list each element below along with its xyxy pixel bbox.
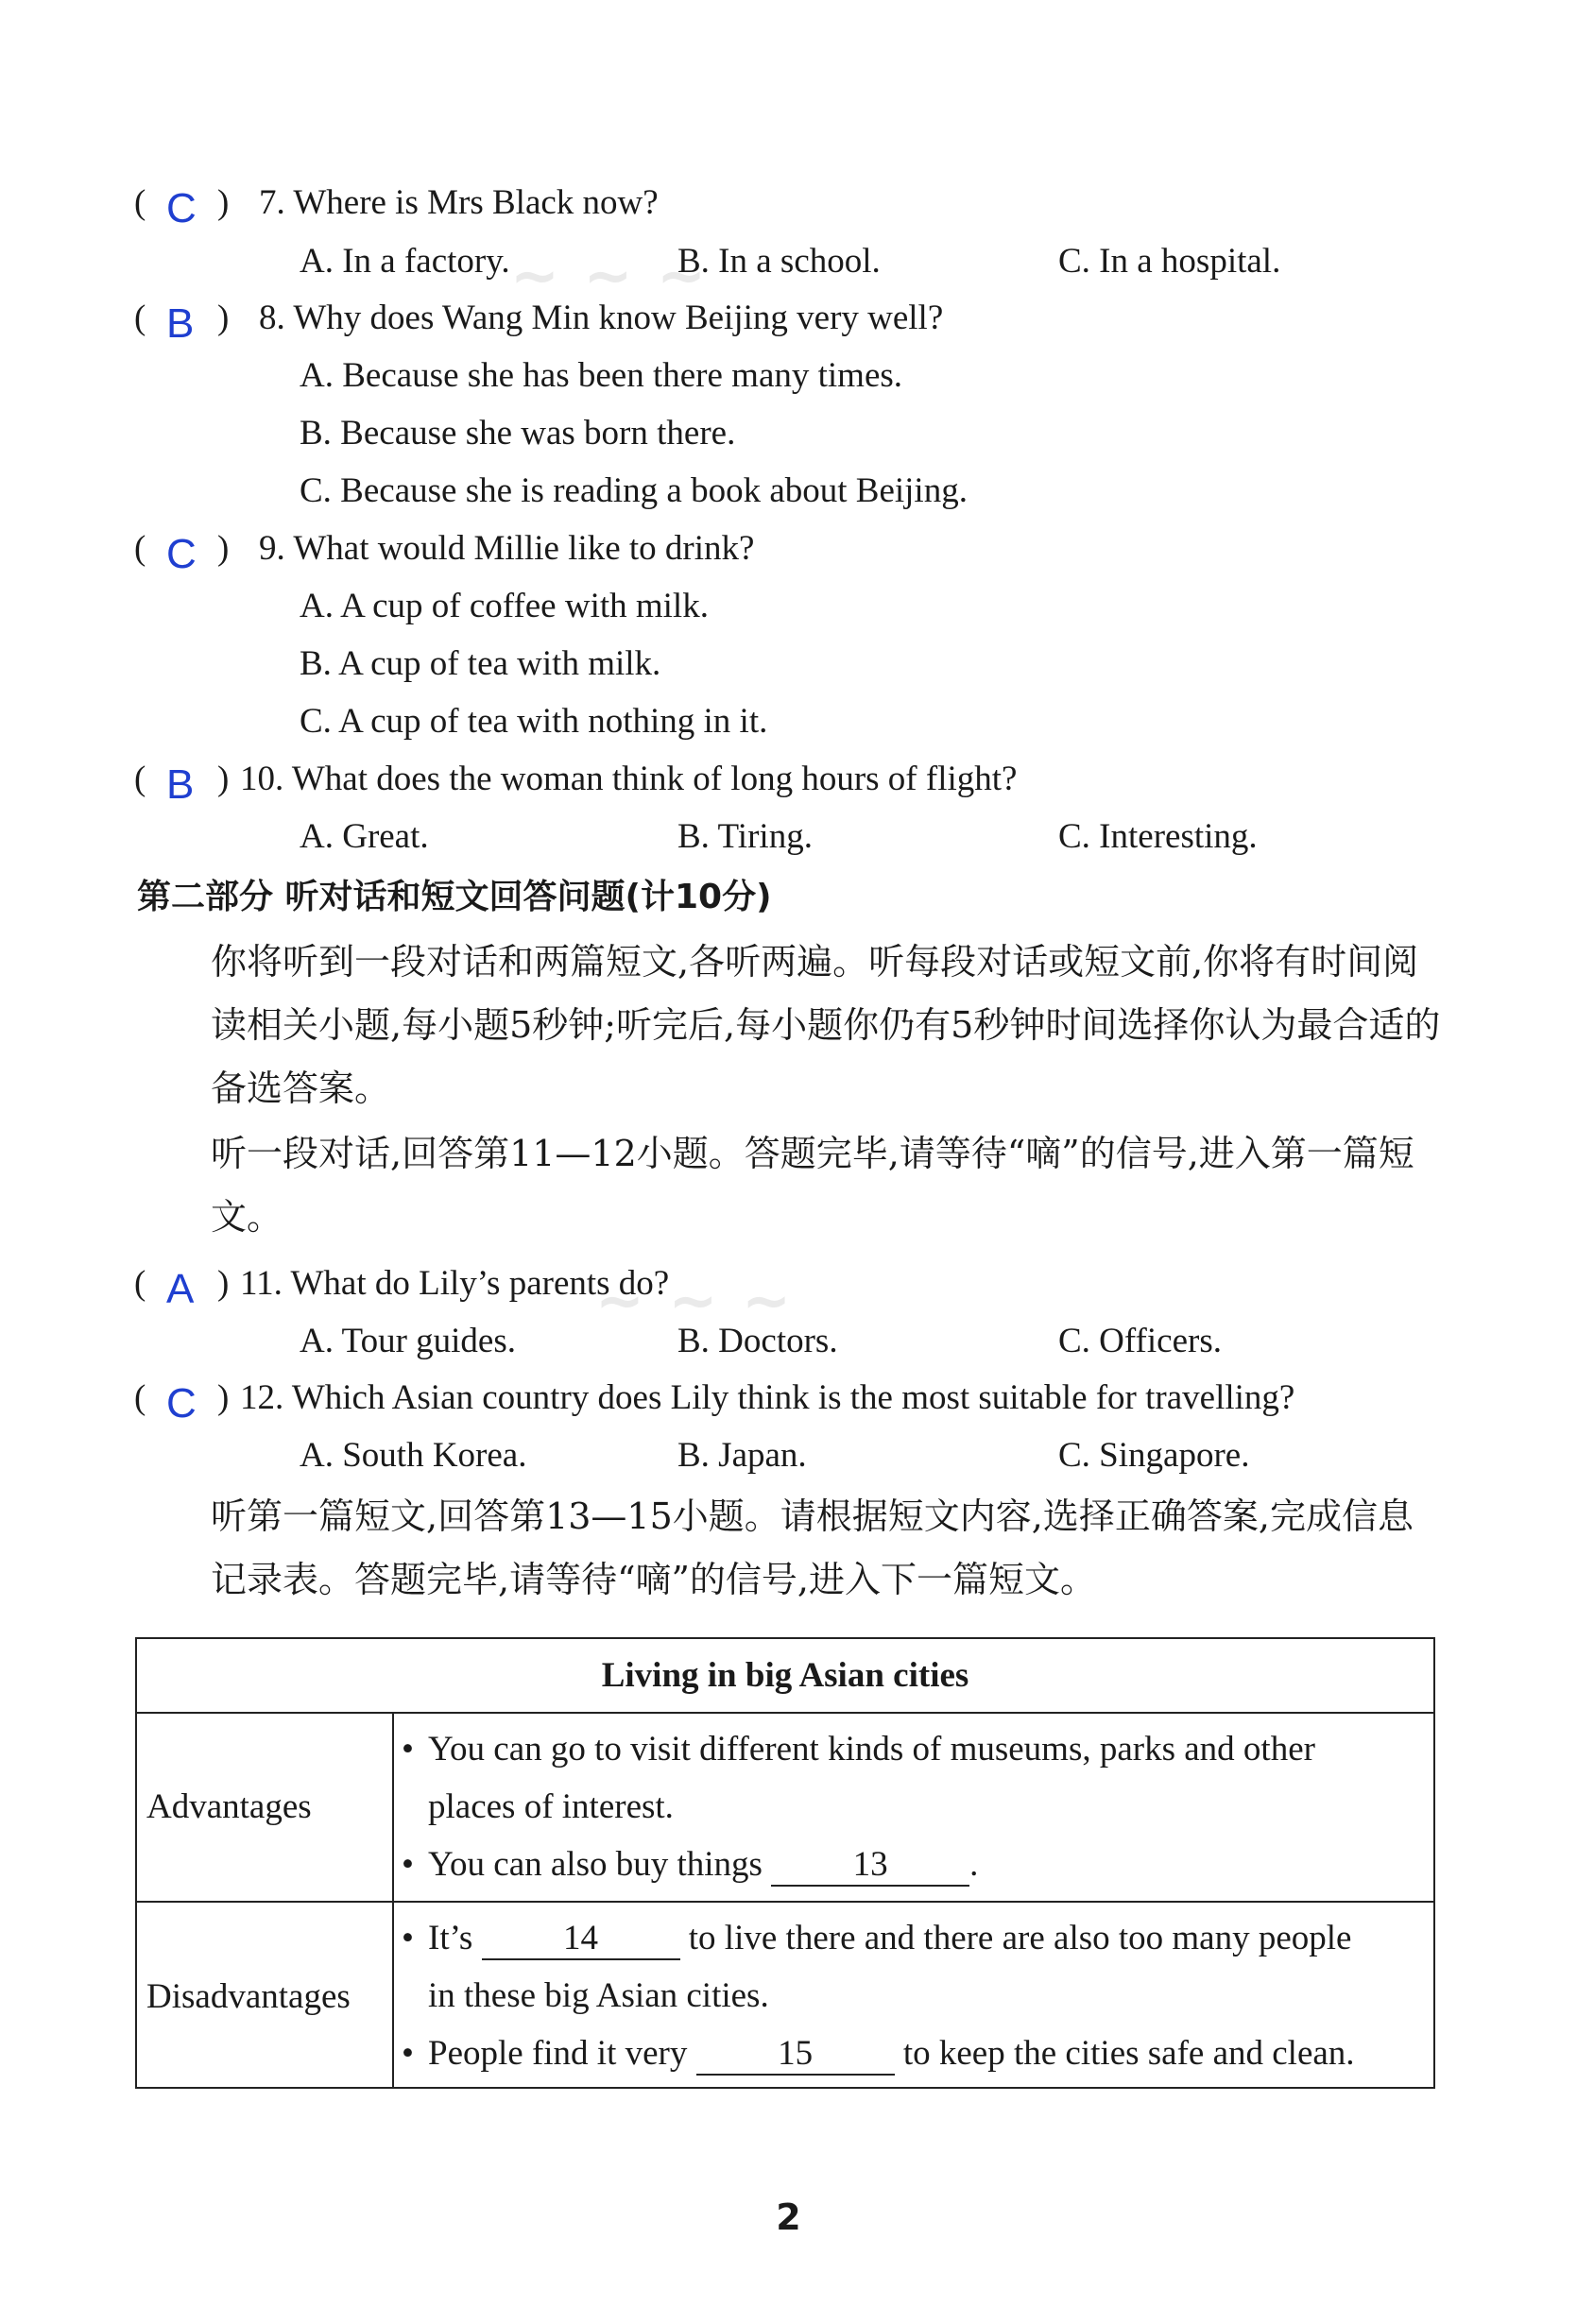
- option-a: A. South Korea.: [300, 1436, 527, 1475]
- paren-open: (: [134, 299, 146, 337]
- option-a: A. Tour guides.: [300, 1322, 516, 1360]
- paren-open: (: [134, 529, 146, 568]
- option-b: B. Because she was born there.: [300, 414, 736, 453]
- instruction-paragraph: 你将听到一段对话和两篇短文,各听两遍。听每段对话或短文前,你将有时间阅读相关小题,每小题5秒钟;听完后,每小题你仍有5秒钟时间选择你认为最合适的备选答案。: [211, 941, 1441, 1109]
- watermark-logo: ~ ~ ~: [595, 1266, 794, 1335]
- option-b: B. Doctors.: [677, 1322, 838, 1360]
- advantage-item-cont: places of interest.: [428, 1787, 674, 1826]
- table-column-divider: [392, 1714, 394, 2087]
- paren-close: ): [217, 760, 230, 798]
- paren-close: ): [217, 299, 230, 337]
- option-a: A. In a factory.: [300, 242, 510, 281]
- advantages-label: Advantages: [146, 1787, 312, 1826]
- option-c: C. In a hospital.: [1058, 242, 1281, 281]
- question-text: 11. What do Lily’s parents do?: [240, 1264, 670, 1303]
- answer-mark: C: [166, 185, 197, 231]
- answer-mark: C: [166, 531, 197, 577]
- watermark-logo: ~ ~ ~: [510, 241, 709, 310]
- answer-mark: A: [166, 1266, 195, 1312]
- paren-close: ): [217, 1264, 230, 1303]
- option-b: B. A cup of tea with milk.: [300, 644, 661, 683]
- question-text: 7. Where is Mrs Black now?: [259, 183, 659, 222]
- option-a: A. A cup of coffee with milk.: [300, 587, 709, 625]
- option-c: C. Officers.: [1058, 1322, 1222, 1360]
- option-c: C. A cup of tea with nothing in it.: [300, 702, 768, 741]
- question-text: 9. What would Millie like to drink?: [259, 529, 755, 568]
- paren-open: (: [134, 1378, 146, 1417]
- option-b: B. Tiring.: [677, 817, 813, 856]
- page-number: 2: [776, 2196, 801, 2238]
- option-a: A. Great.: [300, 817, 429, 856]
- disadvantage-item: • It’s 14 to live there and there are also too many people: [402, 1915, 1351, 1962]
- answer-mark: C: [166, 1380, 197, 1427]
- advantage-item: • You can also buy things 13 .: [402, 1841, 978, 1888]
- answer-mark: B: [166, 300, 195, 347]
- option-b: B. In a school.: [677, 242, 881, 281]
- instruction-paragraph: 听第一篇短文,回答第13—15小题。请根据短文内容,选择正确答案,完成信息记录表。答题完毕,请等待“嘀”的信号,进入下一篇短文。: [211, 1495, 1414, 1600]
- paren-open: (: [134, 760, 146, 798]
- instruction-paragraph: 听一段对话,回答第11—12小题。答题完毕,请等待“嘀”的信号,进入第一篇短文。: [211, 1133, 1414, 1238]
- question-text: 10. What does the woman think of long hours of flight?: [240, 760, 1018, 798]
- answer-mark: B: [166, 761, 195, 808]
- paren-open: (: [134, 183, 146, 222]
- paren-close: ): [217, 183, 230, 222]
- paren-close: ): [217, 1378, 230, 1417]
- paren-close: ): [217, 529, 230, 568]
- paren-open: (: [134, 1264, 146, 1303]
- disadvantage-item-cont: in these big Asian cities.: [428, 1976, 769, 2015]
- option-c: C. Because she is reading a book about Beijing.: [300, 471, 968, 510]
- blank-13[interactable]: 13: [771, 1845, 969, 1887]
- option-b: B. Japan.: [677, 1436, 807, 1475]
- question-text: 8. Why does Wang Min know Beijing very well?: [259, 299, 944, 337]
- advantage-item: • You can go to visit different kinds of museums, parks and other: [402, 1730, 1315, 1769]
- table-divider: [137, 1712, 1433, 1714]
- option-c: C. Interesting.: [1058, 817, 1258, 856]
- disadvantages-label: Disadvantages: [146, 1977, 351, 2016]
- blank-14[interactable]: 14: [482, 1919, 680, 1960]
- info-table: [135, 1637, 1435, 2089]
- option-c: C. Singapore.: [1058, 1436, 1250, 1475]
- table-divider: [137, 1901, 1433, 1903]
- section-heading: 第二部分 听对话和短文回答问题(计10分): [137, 878, 772, 916]
- option-a: A. Because she has been there many times.: [300, 356, 903, 395]
- blank-15[interactable]: 15: [696, 2034, 895, 2076]
- disadvantage-item: • People find it very 15 to keep the cities safe and clean.: [402, 2030, 1355, 2077]
- table-title: Living in big Asian cities: [601, 1656, 969, 1695]
- question-text: 12. Which Asian country does Lily think is the most suitable for travelling?: [240, 1378, 1295, 1417]
